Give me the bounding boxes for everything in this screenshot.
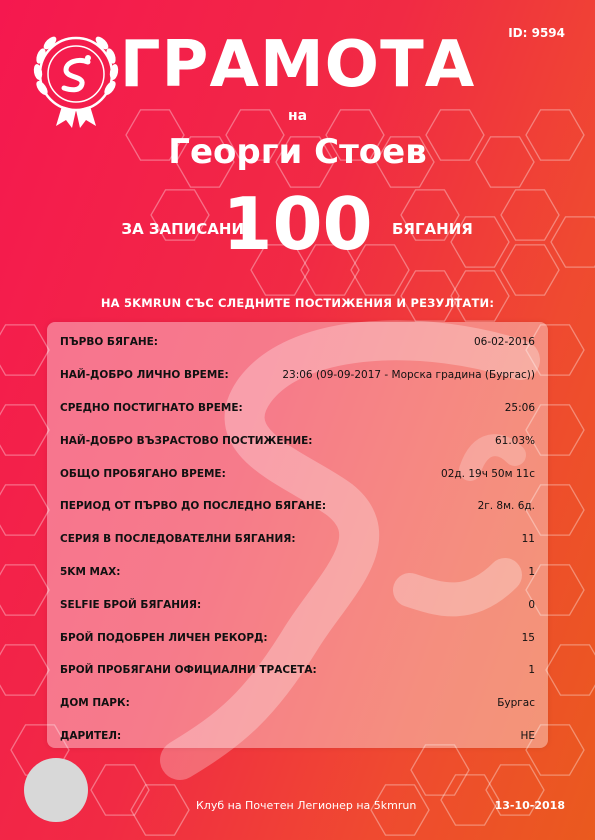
footer-club-text: Клуб на Почетен Легионер на 5kmrun <box>196 799 417 812</box>
stat-label: НАЙ-ДОБРО ВЪЗРАСТОВО ПОСТИЖЕНИЕ: <box>60 434 313 447</box>
certificate-title: ГРАМОТА <box>119 28 476 102</box>
stat-value: 23:06 (09-09-2017 - Морска градина (Бургас)) <box>282 369 535 382</box>
recorded-suffix: БЯГАНИЯ <box>392 220 473 238</box>
stat-row <box>47 457 548 490</box>
stats-panel <box>47 322 548 748</box>
stat-label: СРЕДНО ПОСТИГНАТО ВРЕМЕ: <box>60 401 243 414</box>
stat-label: ПЪРВО БЯГАНЕ: <box>60 336 158 349</box>
stat-row <box>47 392 548 425</box>
stat-row <box>47 359 548 392</box>
runs-count: 100 <box>222 182 373 266</box>
stat-value: 1 <box>528 565 535 578</box>
stat-value: 25:06 <box>504 401 535 414</box>
stat-row <box>47 621 548 654</box>
stat-label: БРОЙ ПРОБЯГАНИ ОФИЦИАЛНИ ТРАСЕТА: <box>60 664 317 677</box>
certificate-id: ID: 9594 <box>508 26 565 40</box>
stat-label: БРОЙ ПОДОБРЕН ЛИЧЕН РЕКОРД: <box>60 631 268 644</box>
stat-value: 61.03% <box>494 434 535 447</box>
stat-value: 1 <box>528 664 535 677</box>
grey-seal-circle <box>24 758 88 822</box>
runs-count-line <box>0 182 595 266</box>
stat-label: ОБЩО ПРОБЯГАНО ВРЕМЕ: <box>60 467 226 480</box>
stat-value: 15 <box>521 631 535 644</box>
stat-value: 0 <box>528 598 535 611</box>
stat-value: Бургас <box>497 697 535 710</box>
stat-label: 5KM MAX: <box>60 565 121 578</box>
stat-row <box>47 490 548 523</box>
stat-row <box>47 326 548 359</box>
stat-label: НАЙ-ДОБРО ЛИЧНО ВРЕМЕ: <box>60 369 229 382</box>
stat-row <box>47 654 548 687</box>
stat-row <box>47 687 548 720</box>
achievements-subtitle: НА 5KMRUN СЪС СЛЕДНИТЕ ПОСТИЖЕНИЯ И РЕЗУЛТАТИ: <box>100 296 495 310</box>
stat-value: 2г. 8м. 6д. <box>477 500 535 513</box>
stat-row <box>47 556 548 589</box>
stat-label: СЕРИЯ В ПОСЛЕДОВАТЕЛНИ БЯГАНИЯ: <box>60 533 296 546</box>
stat-value: НЕ <box>520 729 535 742</box>
stat-row <box>47 588 548 621</box>
stat-row <box>47 424 548 457</box>
recorded-prefix: ЗА ЗАПИСАНИ <box>121 220 244 238</box>
to-word: на <box>287 108 308 124</box>
recipient-name: Георги Стоев <box>168 132 427 172</box>
stats-list <box>47 326 548 752</box>
stat-value: 11 <box>521 533 535 546</box>
stat-value: 02д. 19ч 50м 11с <box>441 467 535 480</box>
stat-label: ПЕРИОД ОТ ПЪРВО ДО ПОСЛЕДНО БЯГАНЕ: <box>60 500 327 513</box>
stat-row <box>47 523 548 556</box>
stat-value: 06-02-2016 <box>473 336 535 349</box>
stat-label: ДОМ ПАРК: <box>60 697 130 710</box>
footer-date: 13-10-2018 <box>494 799 565 812</box>
stat-label: ДАРИТЕЛ: <box>60 729 122 742</box>
stat-row <box>47 720 548 753</box>
stat-label: SELFIE БРОЙ БЯГАНИЯ: <box>60 598 202 611</box>
